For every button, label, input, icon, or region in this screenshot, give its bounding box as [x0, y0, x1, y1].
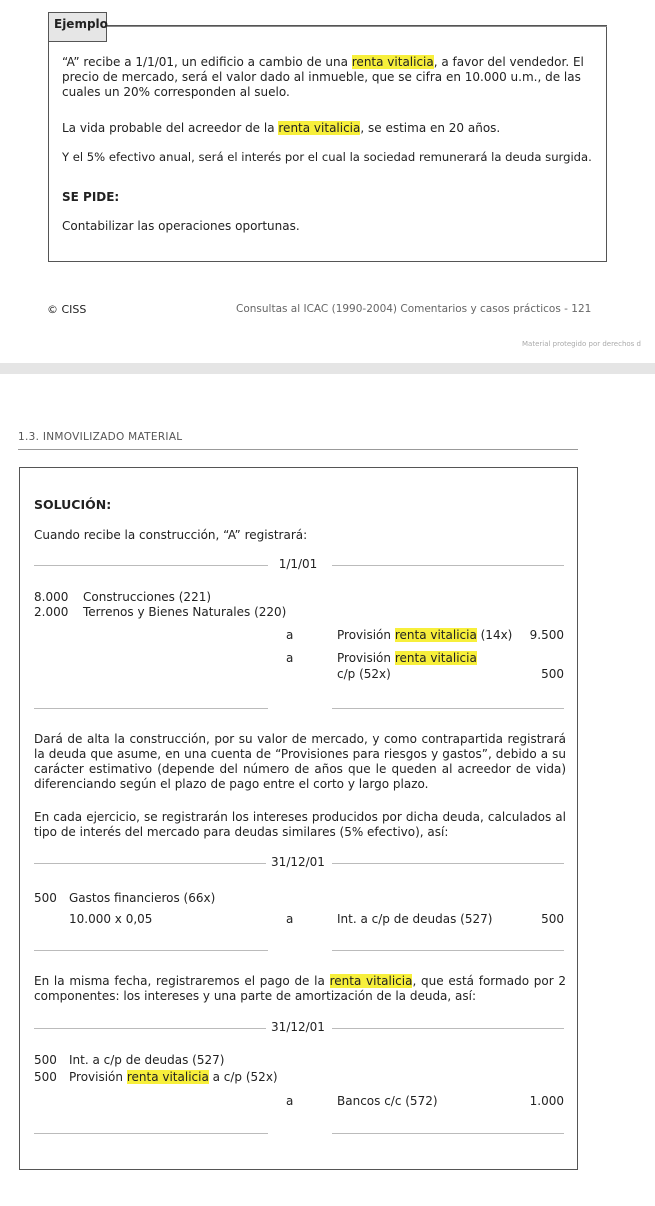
a-connector: a [286, 651, 294, 665]
entry-rule-right [332, 565, 564, 566]
entry-end-rule-right [332, 950, 564, 951]
entry-rule-right [332, 1028, 564, 1029]
entry-rule-right [332, 863, 564, 864]
footer-copyright: © CISS [47, 303, 87, 316]
a-connector: a [286, 628, 294, 642]
entry-rule-left [34, 565, 268, 566]
credit-account: Provisión renta vitalicia (14x) [337, 628, 513, 642]
highlight: renta vitalicia [394, 651, 477, 665]
entry-end-rule-right [332, 708, 564, 709]
entry-rule-left [34, 1028, 266, 1029]
copyright-notice: Material protegido por derechos d [522, 340, 641, 348]
paragraph-2: En cada ejercicio, se registrarán los intereses producidos por dicha deuda, calculados al tipo de interés del mercado para deudas similares (5% efectivo), así: [34, 810, 566, 839]
solucion-title: SOLUCIÓN: [34, 497, 112, 512]
entry-date: 31/12/01 [271, 855, 325, 869]
debit-amount: 500 [34, 891, 57, 905]
debit-account: Terrenos y Bienes Naturales (220) [83, 605, 287, 619]
entry-end-rule-left [34, 708, 268, 709]
highlight: renta vitalicia [126, 1070, 209, 1084]
debit-amount: 500 [34, 1053, 57, 1067]
credit-account: Provisión renta vitalicia [337, 651, 477, 665]
debit-account: Provisión renta vitalicia a c/p (52x) [69, 1070, 278, 1084]
debit-amount: 8.000 [34, 590, 69, 604]
highlight: renta vitalicia [278, 121, 361, 135]
debit-amount: 500 [34, 1070, 57, 1084]
debit-account: Int. a c/p de deudas (527) [69, 1053, 225, 1067]
credit-account-line2: c/p (52x) [337, 667, 391, 681]
debit-amount: 2.000 [34, 605, 69, 619]
ejemplo-paragraph-2: La vida probable del acreedor de la renta vitalicia, se estima en 20 años. [62, 121, 501, 135]
highlight: renta vitalicia [329, 974, 413, 988]
section-rule [18, 449, 578, 450]
section-header: 1.3. INMOVILIZADO MATERIAL [18, 431, 183, 443]
credit-account: Bancos c/c (572) [337, 1094, 438, 1108]
highlight: renta vitalicia [394, 628, 477, 642]
calculation: 10.000 x 0,05 [69, 912, 153, 926]
ejemplo-header-rule [107, 26, 607, 27]
a-connector: a [286, 1094, 294, 1108]
credit-amount: 500 [541, 667, 564, 681]
se-pide-heading: SE PIDE: [62, 190, 120, 204]
paragraph-1: Dará de alta la construcción, por su valor de mercado, y como contrapartida registrará la deuda que asume, en una cuenta de “Provisiones para riesgos y gastos”, debido a su carácter estimativo (depende del número de años que le queden al acreedor de vida) diferenciando según el plazo de pago entre el corto y largo plazo. [34, 732, 566, 791]
ejemplo-paragraph-4: Contabilizar las operaciones oportunas. [62, 219, 300, 233]
a-connector: a [286, 912, 294, 926]
ejemplo-paragraph-3: Y el 5% efectivo anual, será el interés por el cual la sociedad remunerará la deuda surgida. [62, 150, 592, 164]
entry-date: 1/1/01 [278, 557, 318, 571]
highlight: renta vitalicia [351, 55, 434, 69]
debit-account: Gastos financieros (66x) [69, 891, 216, 905]
entry-end-rule-left [34, 1133, 268, 1134]
entry-end-rule-left [34, 950, 268, 951]
credit-amount: 500 [541, 912, 564, 926]
solucion-intro: Cuando recibe la construcción, “A” registrará: [34, 528, 308, 542]
ejemplo-paragraph-1: “A” recibe a 1/1/01, un edificio a cambio de una renta vitalicia, a favor del vendedor. El precio de mercado, será el valor dado al inmueble, que se cifra en 10.000 u.m., de las cuales un 20% corresponden al suelo. [62, 55, 584, 99]
entry-date: 31/12/01 [271, 1020, 325, 1034]
paragraph-3: En la misma fecha, registraremos el pago de la renta vitalicia, que está formado por 2 componentes: los intereses y una parte de amortización de la deuda, así: [34, 974, 566, 1003]
credit-account: Int. a c/p de deudas (527) [337, 912, 493, 926]
footer-book-title: Consultas al ICAC (1990-2004) Comentarios y casos prácticos - 121 [236, 303, 592, 315]
page-separator [0, 363, 655, 374]
credit-amount: 9.500 [529, 628, 564, 642]
entry-end-rule-right [332, 1133, 564, 1134]
debit-account: Construcciones (221) [83, 590, 212, 604]
ejemplo-title: Ejemplo [54, 17, 108, 31]
entry-rule-left [34, 863, 266, 864]
credit-amount: 1.000 [529, 1094, 564, 1108]
